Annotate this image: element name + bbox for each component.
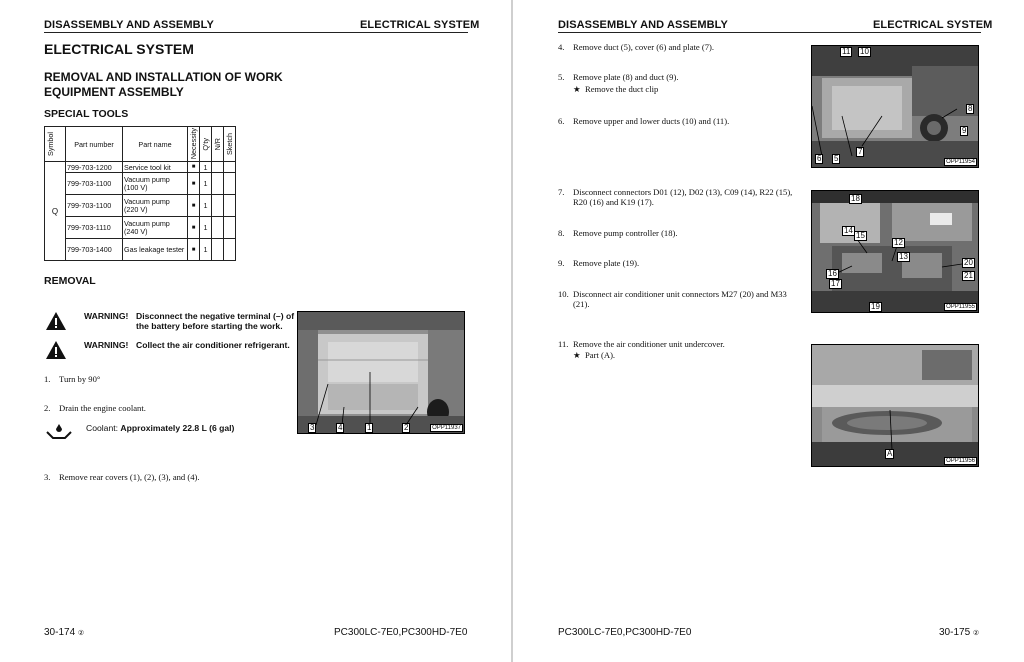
step-number: 9. (558, 258, 565, 268)
warning-icon (45, 340, 67, 360)
header-section-left: DISASSEMBLY AND ASSEMBLY (44, 19, 214, 31)
part-name-cell: Gas leakage tester (123, 239, 188, 261)
part-number-cell: 799-703-1100 (66, 173, 123, 195)
nr-cell (212, 195, 224, 217)
warning-text (136, 311, 294, 331)
step-text: Remove upper and lower ducts (10) and (11). (573, 116, 730, 126)
necessity-cell: ■ (188, 195, 200, 217)
step-11-note (573, 350, 615, 360)
part-number-cell: 799-703-1400 (66, 239, 123, 261)
step-text: Remove plate (19). (573, 258, 640, 268)
qty-cell: 1 (200, 195, 212, 217)
part-name-cell: Vacuum pump (100 V) (123, 173, 188, 195)
sketch-cell (224, 195, 236, 217)
qty-cell: 1 (200, 239, 212, 261)
warning-text-line2: the battery before starting the work. (136, 321, 283, 331)
col-symbol: Symbol (45, 127, 66, 162)
star-icon: ★ (573, 84, 581, 94)
table-row (45, 217, 236, 239)
photo-code: OPP11937 (432, 425, 461, 431)
warning-icon (45, 311, 67, 331)
part-number-cell: 799-703-1100 (66, 195, 123, 217)
callout-label: 2 (404, 423, 409, 432)
step-number: 8. (558, 228, 565, 238)
section-title-line1: REMOVAL AND INSTALLATION OF WORK (44, 70, 283, 84)
callout-label: 21 (964, 271, 973, 280)
step-number: 7. (558, 187, 565, 197)
step-text-line2: R20 (16) and K19 (17). (573, 197, 654, 207)
step-3 (44, 472, 294, 482)
step-text: Disconnect connectors D01 (12), D02 (13), C09 (14), R22 (15), (573, 187, 793, 197)
page-title: ELECTRICAL SYSTEM (44, 41, 194, 57)
header-section-left: DISASSEMBLY AND ASSEMBLY (558, 19, 728, 31)
step-11 (558, 339, 808, 349)
nr-cell (212, 217, 224, 239)
photo-code: OPP11954 (946, 159, 975, 165)
sketch-cell (224, 162, 236, 173)
step-7 (558, 187, 803, 207)
photo-code: OPP11955 (946, 304, 975, 310)
step-text: Disconnect air conditioner unit connectors M27 (20) and M33 (573, 289, 787, 299)
part-number-cell: 799-703-1110 (66, 217, 123, 239)
nr-cell (212, 162, 224, 173)
coolant-label: Coolant: (86, 423, 119, 433)
removal-heading: REMOVAL (44, 275, 96, 287)
qty-cell: 1 (200, 217, 212, 239)
step-1 (44, 374, 294, 384)
step-number: 2. (44, 403, 51, 413)
callout-label: 15 (856, 231, 865, 240)
model-footer: PC300LC-7E0,PC300HD-7E0 (334, 627, 468, 638)
photo-code: OPP11956 (946, 458, 975, 464)
col-nr: N/R (212, 127, 224, 162)
callout-label: 12 (894, 238, 903, 247)
part-name-cell: Vacuum pump (220 V) (123, 195, 188, 217)
necessity-cell: ■ (188, 173, 200, 195)
warning-text: Collect the air conditioner refrigerant. (136, 340, 290, 350)
col-part-name: Part name (123, 127, 188, 162)
coolant-spec (86, 423, 234, 433)
note-text: Part (A). (585, 350, 616, 360)
section-title (44, 70, 283, 100)
callout-label: 9 (962, 126, 967, 135)
star-icon: ★ (573, 350, 581, 360)
step-text: Turn by 90° (59, 374, 101, 384)
special-tools-table (44, 126, 236, 261)
qty-cell: 1 (200, 173, 212, 195)
revision-mark: ② (972, 630, 980, 637)
page-number-text: 30-174 (44, 627, 76, 638)
callout-label: 7 (858, 147, 863, 156)
step-text: Remove duct (5), cover (6) and plate (7). (573, 42, 715, 52)
page-number-text: 30-175 (939, 627, 971, 638)
col-necessity: Necessity (189, 128, 198, 160)
warning-label: WARNING! (84, 311, 129, 321)
part-number-cell: 799-703-1200 (66, 162, 123, 173)
page-number (44, 627, 84, 638)
callout-label: 8 (968, 104, 973, 113)
note-text: Remove the duct clip (585, 84, 659, 94)
duct-removal-photo (811, 45, 979, 168)
callout-label: 20 (964, 258, 973, 267)
step-text: Drain the engine coolant. (59, 403, 146, 413)
undercover-photo (811, 344, 979, 467)
col-part-number: Part number (66, 127, 123, 162)
callout-label: 18 (851, 194, 860, 203)
sketch-cell (224, 239, 236, 261)
table-row (45, 239, 236, 261)
sketch-cell (224, 173, 236, 195)
callout-label: A (887, 449, 893, 458)
callout-label: 11 (842, 47, 851, 56)
necessity-cell: ■ (188, 162, 200, 173)
step-number: 6. (558, 116, 565, 126)
callout-label: 13 (899, 252, 908, 261)
model-footer: PC300LC-7E0,PC300HD-7E0 (558, 627, 692, 638)
step-number: 5. (558, 72, 565, 82)
header-rule (44, 32, 468, 33)
step-9 (558, 258, 808, 268)
page-number (939, 627, 979, 638)
table-header-row (45, 127, 236, 162)
callout-label: 4 (338, 423, 343, 432)
header-section-right: ELECTRICAL SYSTEM (360, 19, 480, 31)
step-2 (44, 403, 294, 413)
step-text: Remove pump controller (18). (573, 228, 678, 238)
callout-label: 16 (828, 269, 837, 278)
step-text: Remove the air conditioner unit undercover. (573, 339, 725, 349)
step-number: 1. (44, 374, 51, 384)
connector-photo (811, 190, 979, 313)
part-name-cell: Vacuum pump (240 V) (123, 217, 188, 239)
header-section-right: ELECTRICAL SYSTEM (873, 19, 993, 31)
sketch-cell (224, 217, 236, 239)
callout-label: 14 (844, 226, 853, 235)
callout-label: 17 (831, 279, 840, 288)
symbol-cell: Q (45, 162, 66, 261)
header-rule (558, 32, 981, 33)
nr-cell (212, 239, 224, 261)
special-tools-heading: SPECIAL TOOLS (44, 108, 129, 120)
col-sketch: Sketch (224, 127, 236, 162)
step-text: Remove rear covers (1), (2), (3), and (4). (59, 472, 200, 482)
step-number: 4. (558, 42, 565, 52)
callout-label: 6 (817, 154, 822, 163)
step-6 (558, 116, 808, 126)
callout-label: 19 (871, 302, 880, 311)
right-page (513, 0, 1024, 662)
callout-label: 1 (367, 423, 372, 432)
revision-mark: ② (77, 630, 85, 637)
step-8 (558, 228, 808, 238)
step-10 (558, 289, 803, 309)
step-number: 11. (558, 339, 569, 349)
part-name-cell: Service tool kit (123, 162, 188, 173)
col-qty: Q'ty (200, 127, 212, 162)
qty-cell: 1 (200, 162, 212, 173)
warning-text-line1: Disconnect the negative terminal (–) of (136, 311, 295, 321)
table-row (45, 195, 236, 217)
step-text: Remove plate (8) and duct (9). (573, 72, 679, 82)
callout-label: 5 (834, 154, 839, 163)
necessity-cell: ■ (188, 239, 200, 261)
necessity-cell: ■ (188, 217, 200, 239)
section-title-line2: EQUIPMENT ASSEMBLY (44, 85, 184, 99)
callout-label: 10 (860, 47, 869, 56)
step-5-note (573, 84, 658, 94)
coolant-drain-icon (45, 423, 73, 441)
step-5 (558, 72, 808, 82)
nr-cell (212, 173, 224, 195)
warning-label: WARNING! (84, 340, 129, 350)
left-page (0, 0, 511, 662)
callout-label: 3 (310, 423, 315, 432)
rear-cover-photo (297, 311, 465, 434)
table-row (45, 173, 236, 195)
step-4 (558, 42, 808, 52)
table-row (45, 162, 236, 173)
step-number: 3. (44, 472, 51, 482)
step-number: 10. (558, 289, 569, 299)
coolant-value: Approximately 22.8 L (6 gal) (120, 423, 235, 433)
step-text-line2: (21). (573, 299, 590, 309)
